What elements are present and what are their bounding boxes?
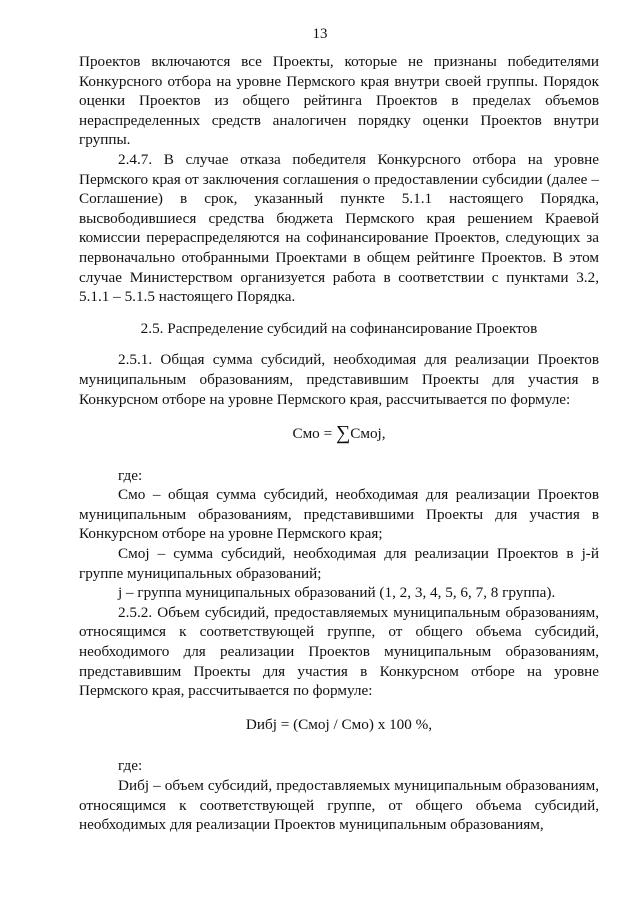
paragraph-2-4-7: 2.4.7. В случае отказа победителя Конкурсного отбора на уровне Пермского края от заключения соглашения о предоставлении субсидии (далее – Соглашение) в срок, указанный пункте 5.1.1 настоящего Порядка, высвободившиеся средства бюджета Пермского края решением Краевой комиссии перераспределяются на софинансирование Проектов, следующих за первоначально отобранными Проектами в общем рейтинге Проектов. В этом случае Министерством организуется работа в соответствии с пунктами 3.2, 5.1.1 – 5.1.5 настоящего Порядка. bbox=[79, 150, 599, 306]
definition-dibj: Dибj – объем субсидий, предоставляемых муниципальным образованиям, относящимся к соответствующей группе, от общего объема субсидий, необходимых для реализации Проектов муниципальным образованиям, bbox=[79, 777, 599, 834]
formula-right: Смоj, bbox=[350, 425, 386, 443]
definition-smo: Смо – общая сумма субсидий, необходимая для реализации Проектов муниципальным образованиям, представившими Проекты для участия в Конкурсном отборе на уровне Пермского края; bbox=[79, 486, 599, 543]
formula-dibj: Dибj = (Смоj / Смо) х 100 %, bbox=[245, 715, 433, 733]
where-label: где: bbox=[118, 466, 143, 484]
formula-smo bbox=[79, 423, 599, 444]
page-content bbox=[79, 52, 599, 835]
definition-smoj: Смоj – сумма субсидий, необходимая для реализации Проектов в j-й группе муниципальных образований; bbox=[79, 545, 599, 582]
paragraph-continued: Проектов включаются все Проекты, которые не признаны победителями Конкурсного отбора на уровне Пермского края внутри своей группы. Порядок оценки Проектов из общего рейтинга Проектов в пределах объемов нераспределенных средств аналогичен порядку оценки Проектов внутри группы. bbox=[79, 53, 599, 149]
section-heading: 2.5. Распределение субсидий на софинансирование Проектов bbox=[140, 319, 538, 337]
paragraph-2-5-2: 2.5.2. Объем субсидий, предоставляемых муниципальным образованиям, относящимся к соответствующей группе, от общего объема субсидий, необходимого для реализации Проектов муниципальным образованиям, представившим Проекты для участия в Конкурсном отборе на уровне Пермского края, рассчитывается по формуле: bbox=[79, 603, 599, 700]
formula-left: Смо = bbox=[292, 425, 336, 443]
sum-symbol: ∑ bbox=[335, 422, 351, 445]
paragraph-2-5-1: 2.5.1. Общая сумма субсидий, необходимая для реализации Проектов муниципальным образованиям, представившим Проекты для участия в Конкурсном отборе на уровне Пермского края, рассчитывается по формуле: bbox=[79, 351, 599, 408]
definition-j: j – группа муниципальных образований (1, 2, 3, 4, 5, 6, 7, 8 группа). bbox=[118, 584, 556, 602]
page-number: 13 bbox=[312, 26, 328, 42]
where-label-2: где: bbox=[118, 757, 143, 775]
